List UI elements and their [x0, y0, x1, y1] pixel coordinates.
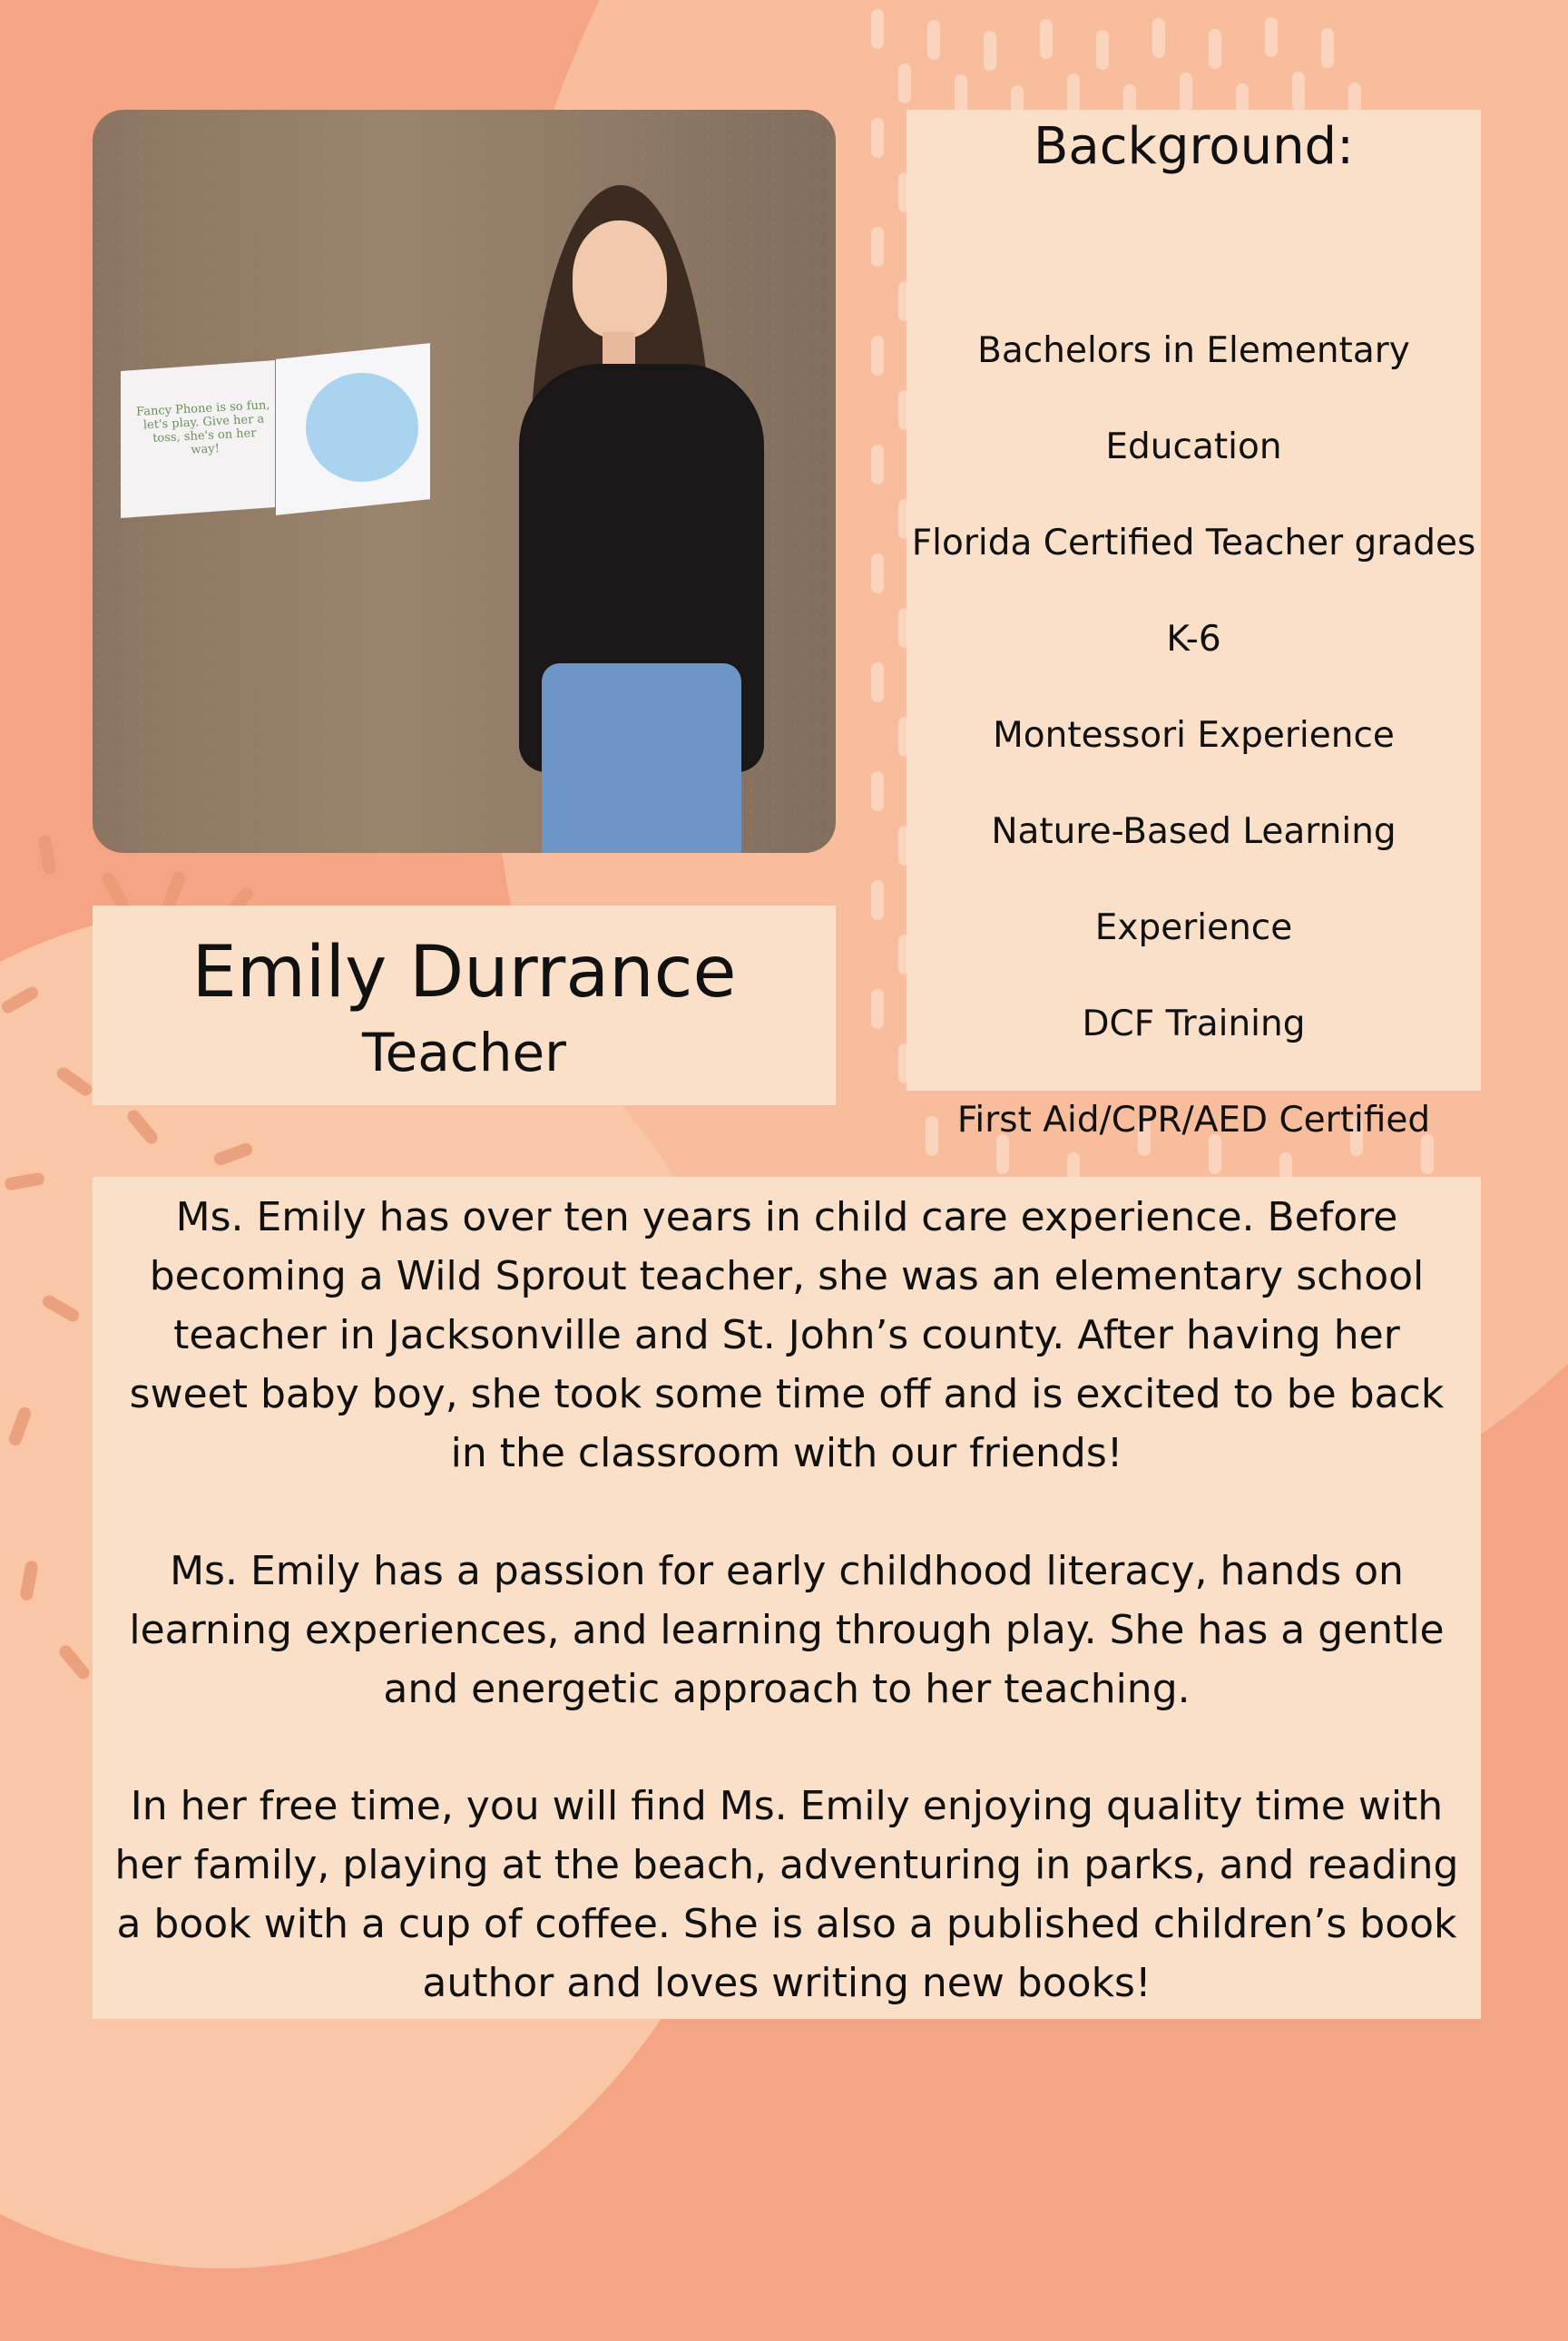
book-text: Fancy Phone is so fun, let's play. Give her a toss, she's on her way! [135, 398, 270, 457]
decorative-dash [927, 20, 940, 60]
background-item: DCF Training [1082, 1004, 1306, 1044]
teacher-photo [93, 110, 836, 853]
decorative-dash [898, 64, 911, 103]
decorative-dash [871, 118, 884, 158]
decorative-dash [871, 880, 884, 920]
person-jeans [542, 663, 741, 853]
decorative-dash [1152, 18, 1165, 58]
background-item: Nature-Based Learning [991, 811, 1396, 852]
decorative-dash [1321, 28, 1334, 68]
decorative-dash [1292, 72, 1305, 112]
book-illustration [306, 373, 418, 482]
bio-paragraph: In her free time, you will find Ms. Emily enjoying quality time with her family, playing at the beach, adventuring in parks, and reading a book with a cup of coffee. She is also a published children’s book author and loves writing new books! [114, 1783, 1459, 2006]
decorative-dash [955, 74, 967, 114]
bio-panel [93, 1177, 1481, 2019]
bio-paragraph: Ms. Emily has a passion for early childhood literacy, hands on learning experiences, and learning through play. She has a gentle and energetic approach to her teaching. [129, 1548, 1445, 1712]
decorative-dash [1180, 73, 1192, 113]
background-item: K-6 [1166, 619, 1221, 660]
decorative-dash [1265, 17, 1278, 57]
decorative-dash [871, 9, 884, 49]
decorative-dash [984, 31, 996, 71]
decorative-dash [1096, 30, 1109, 70]
teacher-name: Emily Durrance [191, 932, 737, 1014]
background-item: Experience [1094, 907, 1293, 948]
decorative-dash [1209, 29, 1221, 69]
background-item: Education [1105, 426, 1282, 467]
name-panel [93, 906, 836, 1105]
background-heading: Background: [1034, 117, 1354, 176]
background-item: Bachelors in Elementary [977, 330, 1410, 371]
background-item: Florida Certified Teacher grades [911, 523, 1476, 563]
background-item: First Aid/CPR/AED Certified [956, 1100, 1431, 1141]
decorative-dash [871, 553, 884, 593]
teacher-role: Teacher [362, 1022, 566, 1083]
decorative-dash [871, 662, 884, 702]
picture-book [121, 357, 430, 511]
decorative-dash [871, 989, 884, 1029]
decorative-dash [37, 834, 56, 876]
decorative-dash [871, 227, 884, 267]
background-panel [906, 110, 1481, 1141]
decorative-dash [871, 445, 884, 485]
decorative-dash [871, 771, 884, 811]
bio-paragraph: Ms. Emily has over ten years in child care experience. Before becoming a Wild Sprout teacher, she was an elementary school teacher in Jacksonville and St. John’s county. After having her sweet baby boy, she took some time off and is excited to be back in the classroom with our friends! [129, 1194, 1445, 1476]
decorative-dash [1040, 19, 1053, 59]
decorative-dash [871, 336, 884, 376]
person-face [573, 220, 667, 338]
background-item: Montessori Experience [993, 715, 1395, 756]
decorative-dash [1067, 73, 1080, 113]
